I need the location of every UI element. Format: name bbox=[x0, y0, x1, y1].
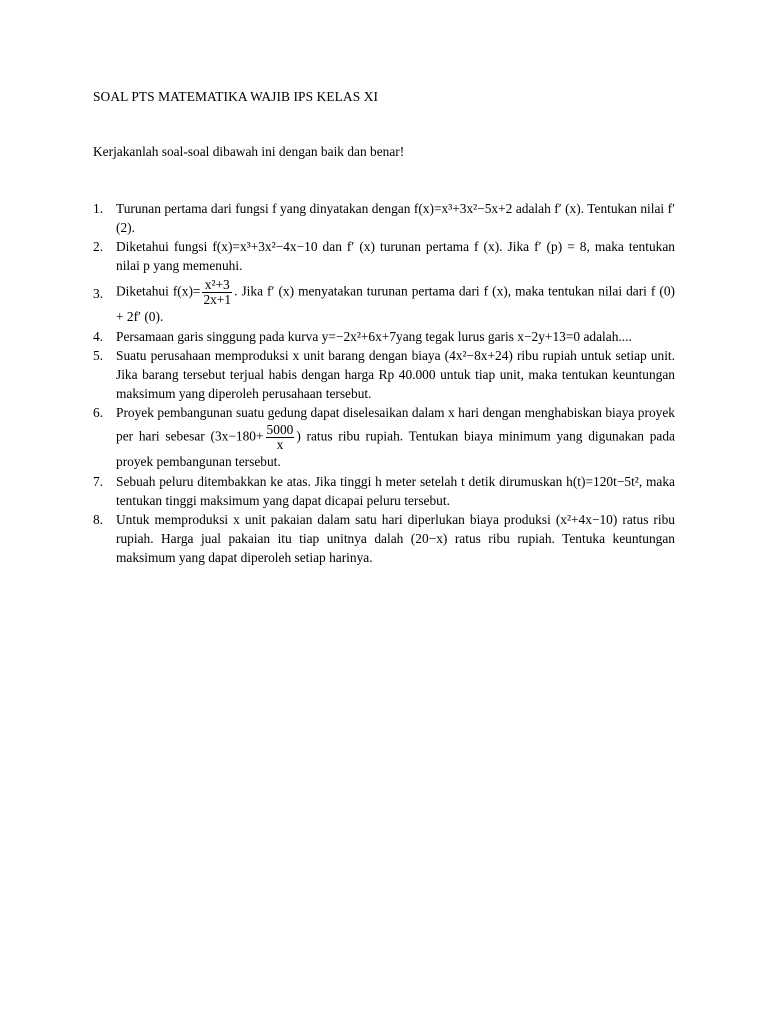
question-text: Diketahui bbox=[116, 283, 173, 299]
question-text: ratus ribu rupiah. Tentukan biaya minimum yang digunakan pada proyek pembangunan tersebut. bbox=[116, 428, 675, 469]
question-text: dan f′ (x) turunan pertama f (x). Jika f′ (p) = 8, maka tentukan nilai p yang memenuhi. bbox=[116, 239, 675, 273]
question-number: 3. bbox=[93, 286, 104, 301]
question-item-6 bbox=[93, 403, 675, 472]
question-number: 5. bbox=[93, 348, 104, 363]
math-fraction bbox=[266, 423, 295, 452]
question-text: Suatu perusahaan memproduksi x unit barang dengan biaya bbox=[116, 348, 445, 363]
question-text: Proyek pembangunan suatu gedung dapat diselesaikan dalam x hari dengan menghabiskan biaya proyek per hari sebesar bbox=[116, 405, 675, 444]
question-number: 6. bbox=[93, 405, 104, 420]
math-expression: f(x)=x³+3x²−5x+2 bbox=[413, 201, 513, 216]
fraction-denominator: 2x+1 bbox=[203, 292, 232, 307]
math-expression: (4x²−8x+24) bbox=[444, 348, 513, 363]
instruction-text: Kerjakanlah soal-soal dibawah ini dengan baik dan benar! bbox=[93, 144, 405, 159]
question-list bbox=[93, 199, 675, 567]
math-fraction bbox=[202, 278, 232, 307]
question-text: Untuk memproduksi x unit pakaian dalam satu hari diperlukan biaya produksi bbox=[116, 512, 556, 527]
math-expression: (x²+4x−10) bbox=[555, 512, 618, 527]
fraction-denominator: x bbox=[276, 437, 284, 452]
question-number: 2. bbox=[93, 239, 104, 254]
question-text: ratus ribu rupiah. Tentuka keuntungan maksimum yang dapat diperoleh setiap harinya. bbox=[116, 531, 675, 565]
math-expression: f(x)=x³+3x²−4x−10 bbox=[212, 239, 318, 254]
question-text: Sebuah peluru ditembakkan ke atas. Jika tinggi h meter setelah t detik dirumuskan bbox=[116, 474, 567, 489]
question-item-4 bbox=[93, 327, 675, 346]
question-text: Turunan pertama dari fungsi f yang dinyatakan dengan bbox=[116, 201, 414, 216]
question-text: adalah f′ (x). Tentukan nilai f′ (2). bbox=[116, 201, 675, 235]
question-text: ribu rupiah untuk setiap unit. Jika barang tersebut terjual habis dengan harga Rp 40.000 untuk tiap unit, maka tentukan keuntungan maksimum yang diperoleh perusahaan tersebut. bbox=[116, 348, 676, 401]
question-number: 7. bbox=[93, 474, 104, 489]
question-item-1 bbox=[93, 199, 675, 237]
math-expression: y=−2x²+6x+7 bbox=[321, 329, 397, 344]
question-number: 4. bbox=[93, 329, 104, 344]
question-number: 1. bbox=[93, 201, 104, 216]
question-item-5 bbox=[93, 346, 675, 403]
question-item-3 bbox=[93, 278, 675, 327]
question-item-8 bbox=[93, 510, 675, 567]
question-text: adalah.... bbox=[580, 329, 632, 344]
math-expression: (20−x) bbox=[410, 531, 448, 546]
question-item-2 bbox=[93, 237, 675, 275]
fraction-numerator: 5000 bbox=[266, 422, 294, 437]
question-text: Persamaan garis singgung pada kurva bbox=[116, 329, 322, 344]
question-text: yang tegak lurus garis bbox=[396, 329, 518, 344]
document-title: SOAL PTS MATEMATIKA WAJIB IPS KELAS XI bbox=[93, 89, 379, 104]
question-number: 8. bbox=[93, 512, 104, 527]
math-expression: ) bbox=[296, 428, 301, 444]
math-expression: x−2y+13=0 bbox=[517, 329, 581, 344]
math-expression: f(x)= bbox=[172, 283, 201, 299]
question-text: . Jika f′ (x) menyatakan turunan pertama dari f (x), maka tentukan nilai dari f (0) + 2f′ (0). bbox=[116, 283, 676, 324]
question-text: , maka tentukan tinggi maksimum yang dapat dicapai peluru tersebut. bbox=[116, 474, 675, 508]
question-text: ratus ribu rupiah. Harga jual pakaian itu tiap unitnya dalah bbox=[116, 512, 675, 546]
question-item-7 bbox=[93, 472, 675, 510]
fraction-numerator: x²+3 bbox=[202, 278, 232, 293]
question-text: Diketahui fungsi bbox=[116, 239, 213, 254]
math-expression: (3x−180+ bbox=[210, 428, 264, 444]
math-expression: h(t)=120t−5t² bbox=[566, 474, 639, 489]
